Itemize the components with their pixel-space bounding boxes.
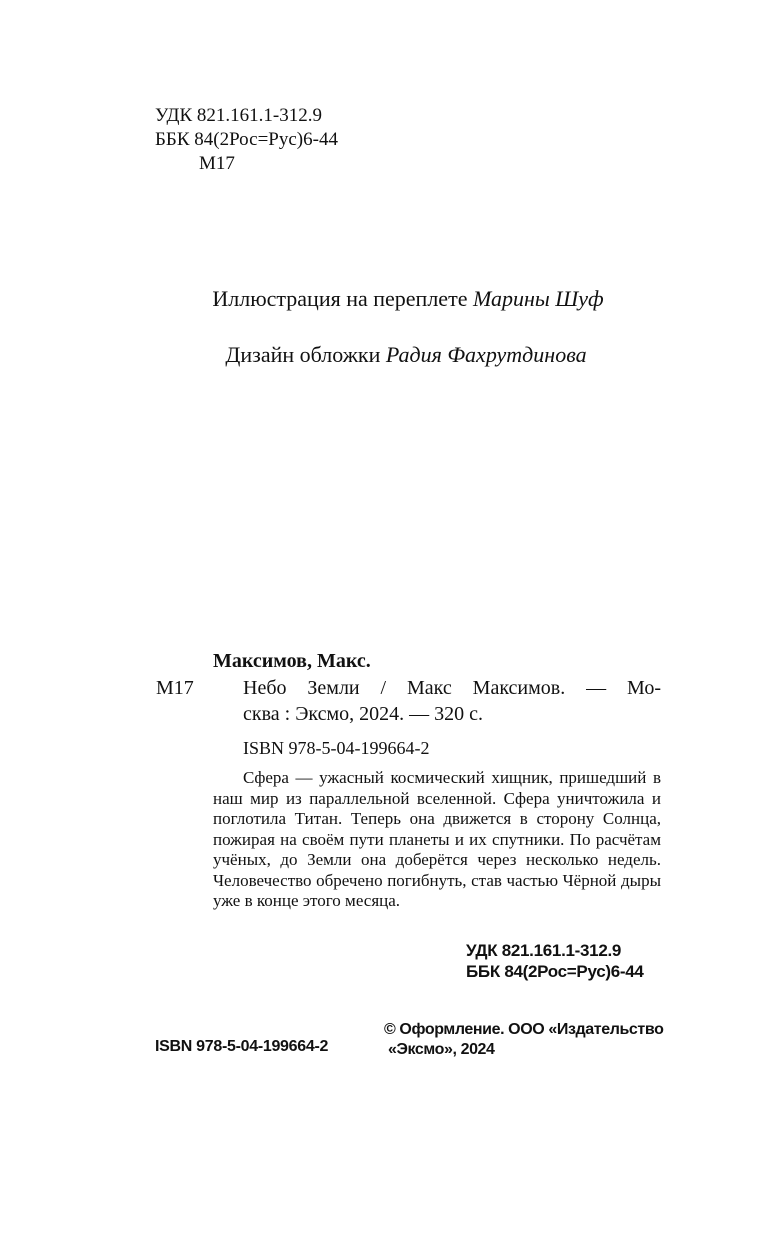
- illustration-credit-label: Иллюстрация на переплете: [212, 286, 468, 311]
- bottom-bbk-code: ББК 84(2Рос=Рус)6-44: [466, 962, 644, 981]
- top-author-mark: М17: [199, 153, 235, 174]
- copyright-line-1: © Оформление. ООО «Издательство: [384, 1021, 664, 1038]
- bottom-isbn: ISBN 978-5-04-199664-2: [155, 1038, 329, 1055]
- top-bbk-code: ББК 84(2Рос=Рус)6-44: [155, 129, 338, 150]
- cover-design-credit: [22, 342, 768, 368]
- cover-designer-name: Радия Фахрутдинова: [385, 342, 587, 367]
- record-isbn: ISBN 978-5-04-199664-2: [243, 738, 430, 758]
- cover-design-label: Дизайн обложки: [225, 342, 381, 367]
- bottom-udk-code: УДК 821.161.1-312.9: [466, 941, 622, 960]
- bottom-classification-codes: [466, 940, 644, 982]
- record-title-line-1: Небо Земли / Макс Максимов. — Мо-: [243, 677, 661, 699]
- record-title-line-2: сква : Эксмо, 2024. — 320 с.: [243, 703, 484, 725]
- illustration-credit: [24, 286, 768, 312]
- copyright-notice: [384, 1020, 663, 1060]
- copyright-line-2: «Эксмо», 2024: [388, 1041, 495, 1058]
- top-classification-codes: [155, 104, 338, 176]
- record-author-mark: М17: [156, 677, 194, 699]
- top-udk-code: УДК 821.161.1-312.9: [155, 105, 322, 126]
- book-annotation: Сфера — ужасный космический хищник, пришедший в наш мир из параллельной вселенной. Сфера уничтожила и поглотила Титан. Теперь она движется в сторону Солнца, пожирая на своём пути планеты и их спутники. По расчётам учёных, до Земли она доберётся через несколько недель. Человечество обречено погибнуть, став частью Чёрной дыры уже в конце этого месяца.: [213, 768, 661, 910]
- record-author: Максимов, Макс.: [213, 650, 371, 672]
- illustrator-name: Марины Шуф: [472, 286, 604, 311]
